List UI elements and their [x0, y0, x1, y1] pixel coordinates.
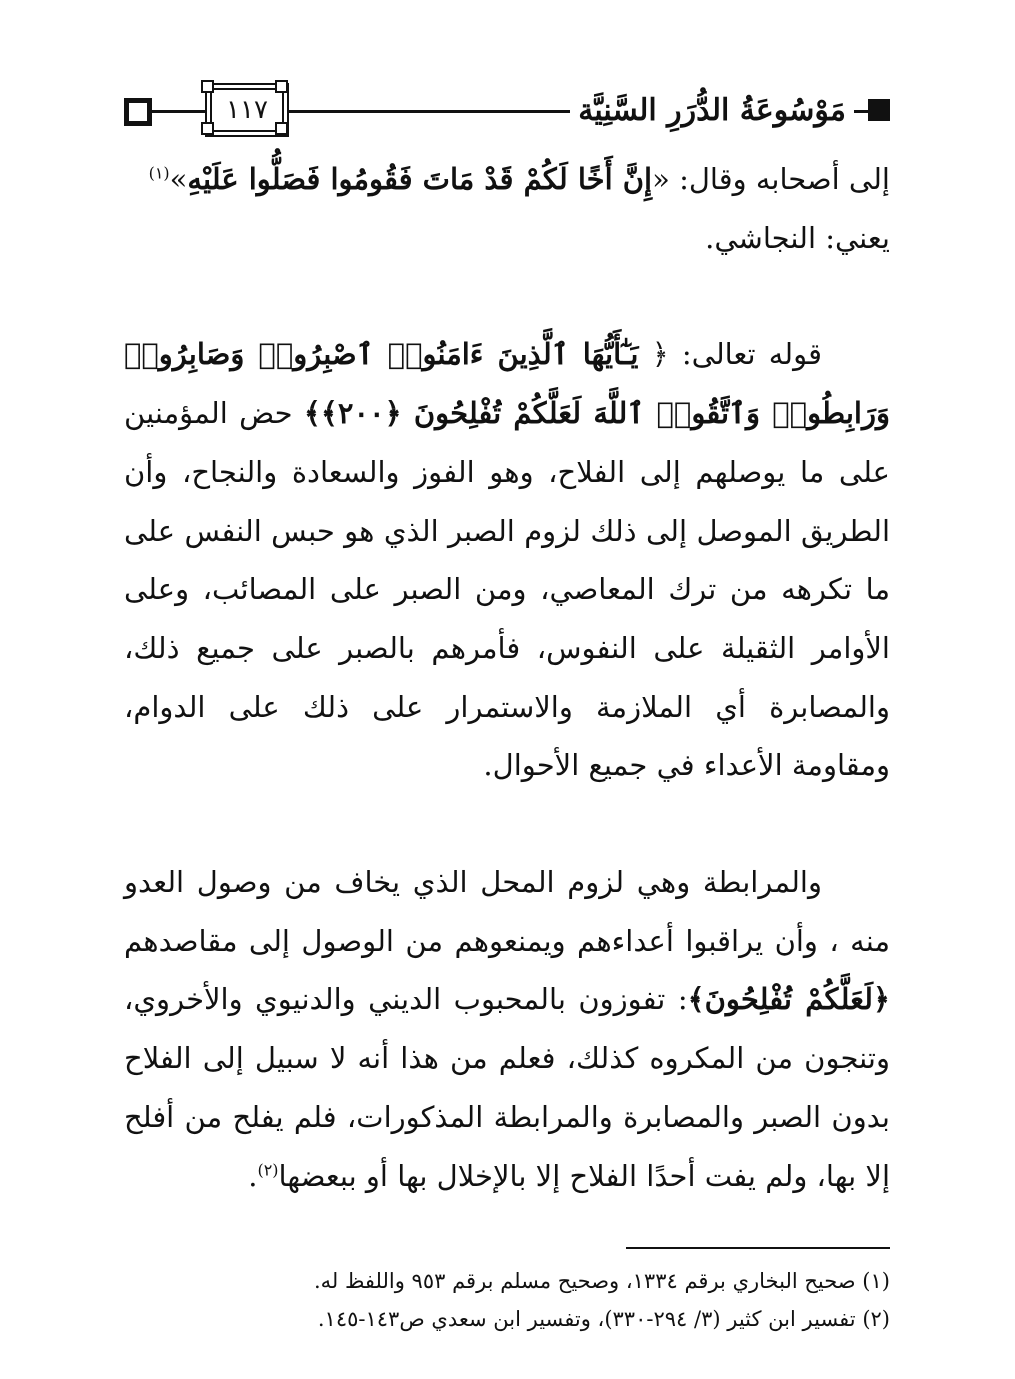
page-header — [124, 86, 890, 142]
quran-verse-inline: ﴿لَعَلَّكُمْ تُفْلِحُونَ﴾ — [687, 982, 890, 1017]
header-rule-left — [152, 110, 210, 113]
paragraph-text: : تفوزون بالمحبوب الديني والدنيوي والأخروي، وتنجون من المكروه كذلك، فعلم من هذا أنه لا سبيل إلى الفلاح بدون الصبر والمصابرة والمرابطة المذكورات، فلم يفلح من أفلح إلا بها، ولم يفت أحدًا الفلاح إلا بالإخلال بها أو ببعضها — [124, 982, 891, 1193]
paragraph-1 — [124, 150, 890, 267]
footnote-2: (٢) تفسير ابن كثير (٣/ ٢٩٤-٣٣٠)، وتفسير ابن سعدي ص١٤٣-١٤٥. — [317, 1307, 890, 1331]
book-title: مَوْسُوعَةُ الدُّرَرِ السَّنِيَّة — [570, 86, 854, 134]
paragraph-end: . — [248, 1158, 258, 1193]
verse-bracket-close: ﴾ — [303, 396, 321, 431]
page-box-corner-ornament — [275, 80, 288, 93]
paragraph-text: والمرابطة وهي لزوم المحل الذي يخاف من وصول العدو منه ، وأن يراقبوا أعداءهم ويمنعوهم من الوصول إلى مقاصدهم — [124, 865, 890, 958]
page-box-corner-ornament — [201, 122, 214, 135]
quran-verse: يَـٰٓأَيُّهَا ٱلَّذِينَ ءَامَنُوا۟ ٱصْبِرُوا۟ وَصَابِرُوا۟ وَرَابِطُوا۟ وَٱتَّقُوا۟ ٱللَّهَ لَعَلَّكُمْ تُفْلِحُونَ ﴿٢٠٠﴾ — [124, 337, 890, 431]
header-open-square-ornament — [124, 98, 152, 126]
paragraph-text: قوله تعالى: ﴿ — [651, 337, 822, 372]
footnote-1: (١) صحيح البخاري برقم ١٣٣٤، وصحيح مسلم برقم ٩٥٣ واللفظ له. — [313, 1269, 890, 1293]
paragraph-text: إلى أصحابه وقال: « — [652, 162, 890, 196]
paragraph-spacer — [124, 795, 890, 853]
paragraph-spacer — [124, 267, 890, 325]
page-number-box — [210, 88, 284, 132]
header-rule-middle — [288, 110, 578, 113]
header-filled-square-ornament — [868, 99, 890, 121]
paragraph-text: حض المؤمنين على ما يوصلهم إلى الفلاح، وهو الفوز والسعادة والنجاح، وأن الطريق الموصل إلى ذلك لزوم الصبر الذي هو حبس النفس على ما تكرهه من ترك المعاصي، ومن الصبر على المصائب، وعلى الأوامر الثقيلة على النفوس، فأمرهم بالصبر على جميع ذلك، والمصابرة أي الملازمة والاستمرار على ذلك على الدوام، ومقاومة الأعداء في جميع الأحوال. — [124, 396, 890, 783]
paragraph-2 — [124, 325, 890, 795]
quote-close: » — [169, 162, 188, 196]
footnote-ref-2: (٢) — [257, 1159, 279, 1179]
hadith-quote: إِنَّ أَخًا لَكُمْ قَدْ مَاتَ فَقُومُوا فَصَلُّوا عَلَيْهِ — [187, 162, 653, 196]
footnotes — [124, 1262, 890, 1338]
footnote-separator — [626, 1247, 890, 1249]
page-body — [124, 150, 890, 1205]
page-box-corner-ornament — [201, 80, 214, 93]
page-number: ١١٧ — [226, 95, 268, 125]
paragraph-3 — [124, 853, 890, 1205]
paragraph-text: يعني: النجاشي. — [705, 220, 890, 255]
page-box-corner-ornament — [275, 122, 288, 135]
footnote-ref-1: (١) — [148, 163, 170, 183]
